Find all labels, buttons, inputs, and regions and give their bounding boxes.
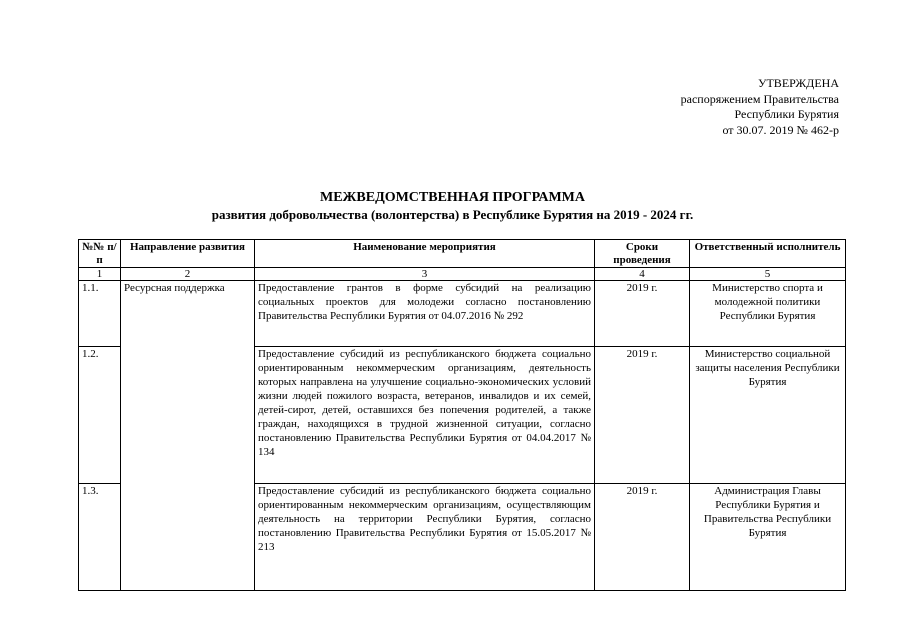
- title-main: МЕЖВЕДОМСТВЕННАЯ ПРОГРАММА: [320, 190, 585, 205]
- event-name: Предоставление грантов в форме субсидий на реализацию социальных проектов для молодежи согласно постановлению Правительства Республики Бурятия от 04.07.2016 № 292: [255, 281, 595, 347]
- row-index: 1.3.: [79, 484, 121, 591]
- column-number: 1: [79, 268, 121, 281]
- direction-cell: Ресурсная поддержка: [121, 281, 255, 591]
- header-executor: Ответственный исполнитель: [690, 240, 846, 268]
- header-name: Наименование мероприятия: [255, 240, 595, 268]
- column-number: 5: [690, 268, 846, 281]
- event-name: Предоставление субсидий из республиканского бюджета социально ориентированным некоммерческим организациям, деятельность которых направлена на улучшение социально-экономических условий жизни людей пожилого возраста, ветеранов, инвалидов и их семей, детей-сирот, детей, оставшихся без попечения родителей, а также граждан, находящихся в трудной жизненной ситуации, согласно постановлению Правительства Республики Бурятия от 04.04.2017 № 134: [255, 347, 595, 484]
- event-term: 2019 г.: [595, 281, 690, 347]
- event-executor: Министерство спорта и молодежной политики Республики Бурятия: [690, 281, 846, 347]
- event-executor: Министерство социальной защиты населения Республики Бурятия: [690, 347, 846, 484]
- event-term: 2019 г.: [595, 484, 690, 591]
- row-index: 1.2.: [79, 347, 121, 484]
- header-number: №№ п/п: [79, 240, 121, 268]
- table-row: [79, 281, 846, 347]
- column-number: 3: [255, 268, 595, 281]
- approval-heading: УТВЕРЖДЕНА: [757, 76, 839, 90]
- title-subtitle: развития добровольчества (волонтерства) в Республике Бурятия на 2019 - 2024 гг.: [211, 207, 694, 222]
- approval-republic-line: Республики Бурятия: [734, 107, 839, 121]
- header-row: [79, 240, 846, 268]
- row-index: 1.1.: [79, 281, 121, 347]
- header-term: Сроки проведения: [595, 240, 690, 268]
- column-number: 4: [595, 268, 690, 281]
- event-name: Предоставление субсидий из республиканского бюджета социально ориентированным некоммерческим организациям, осуществляющим деятельность на территории Республики Бурятия, согласно постановлению Правительства Республики Бурятия от 15.05.2017 № 213: [255, 484, 595, 591]
- program-table: [78, 239, 846, 591]
- approval-date-line: от 30.07. 2019 № 462-р: [722, 122, 839, 137]
- event-executor: Администрация Главы Республики Бурятия и Правительства Республики Бурятия: [690, 484, 846, 591]
- approval-order-line: распоряжением Правительства: [680, 91, 839, 106]
- column-number: 2: [121, 268, 255, 281]
- header-direction: Направление развития: [121, 240, 255, 268]
- column-number-row: [79, 268, 846, 281]
- event-term: 2019 г.: [595, 347, 690, 484]
- document-title: [0, 189, 905, 223]
- approval-stamp: [681, 76, 839, 138]
